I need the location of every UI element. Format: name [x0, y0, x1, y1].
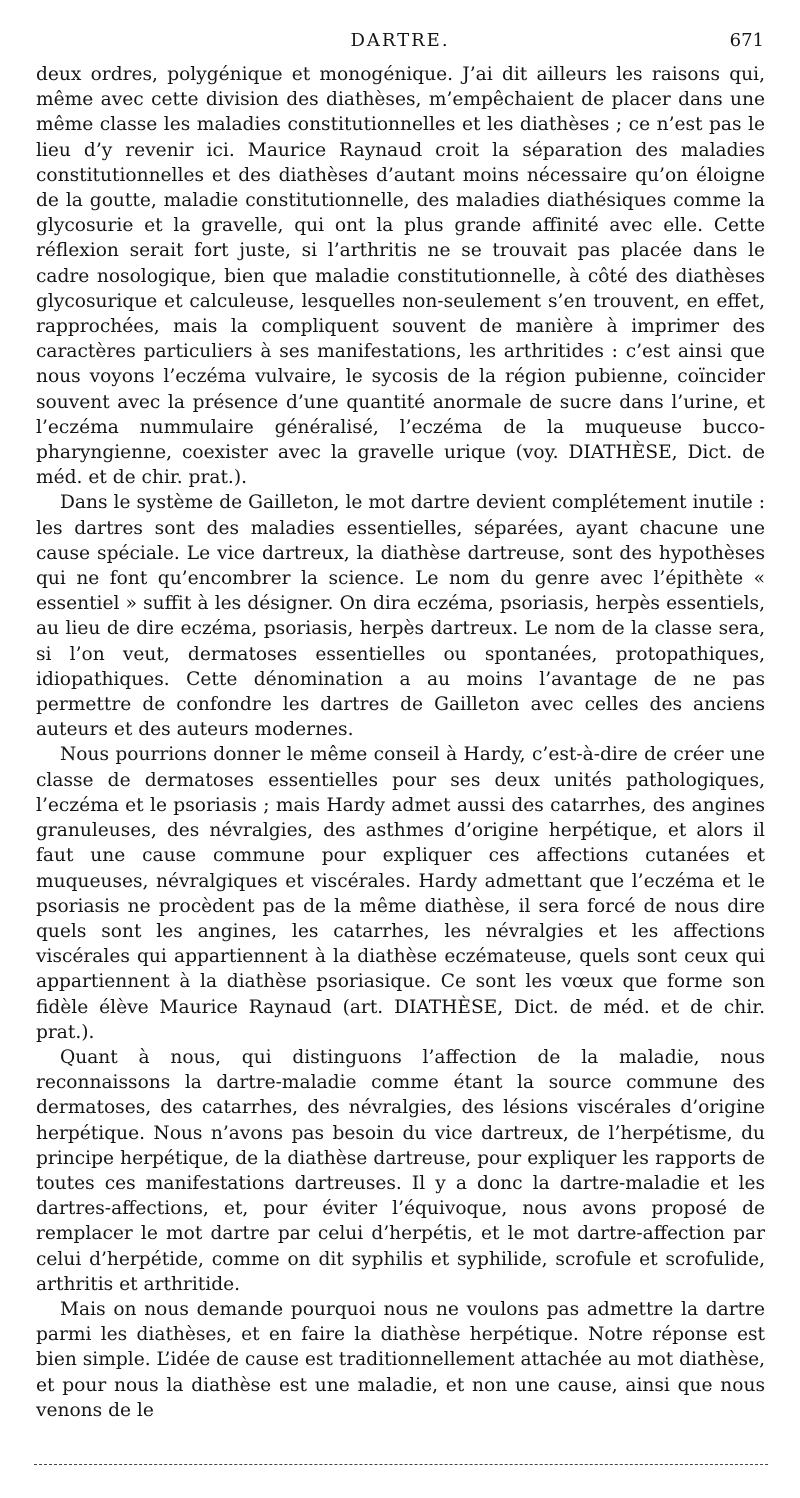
paragraph: Mais on nous demande pourquoi nous ne voulons pas admettre la dartre parmi les diathèses, et en faire la diathèse herpétique. Notre réponse est bien simple. L’idée de cause est traditionnellement attachée au mot diathèse, et pour nous la diathèse est une maladie, et non une cause, ainsi que nous venons de le [36, 1298, 765, 1421]
footer-rule [34, 1464, 768, 1465]
paragraph: Dans le système de Gailleton, le mot dartre devient complétement inutile : les dartres sont des maladies essentielles, séparées, ayant chacune une cause spéciale. Le vice dartreux, la diathèse dartreuse, sont des hypothèses qui ne font qu’encombrer la science. Le nom du genre avec l’épithète « essentiel » suffit à les désigner. On dira eczéma, psoriasis, herpès essentiels, au lieu de dire eczéma, psoriasis, herpès dartreux. Le nom de la classe sera, si l’on veut, dermatoses essentielles ou spontanées, protopathiques, idiopathiques. Cette dénomination a au moins l’avantage de ne pas permettre de confondre les dartres de Gailleton avec celles des anciens auteurs et des auteurs modernes. [36, 492, 765, 741]
body-text [36, 62, 765, 1423]
running-head: DARTRE. [350, 30, 450, 51]
paragraph: Nous pourrions donner le même conseil à Hardy, c’est-à-dire de créer une classe de dermatoses essentielles pour ses deux unités pathologiques, l’eczéma et le psoriasis ; mais Hardy admet aussi des catarrhes, des angines granuleuses, des névralgies, des asthmes d’origine herpétique, et alors il faut une cause commune pour expliquer ces affections cutanées et muqueuses, névralgiques et viscérales. Hardy admettant que l’eczéma et le psoriasis ne procèdent pas de la même diathèse, il sera forcé de nous dire quels sont les angines, les catarrhes, les névralgies et les affections viscérales qui appartiennent à la diathèse eczémateuse, quels sont ceux qui appartiennent à la diathèse psoriasique. Ce sont les vœux que forme son fidèle élève Maurice Raynaud (art. DIATHÈSE, Dict. de méd. et de chir. prat.). [36, 744, 765, 1043]
page-header [36, 30, 764, 56]
paragraph: deux ordres, polygénique et monogénique. J’ai dit ailleurs les raisons qui, même avec cette division des diathèses, m’empêchaient de placer dans une même classe les maladies constitutionnelles et les diathèses ; ce n’est pas le lieu d’y revenir ici. Maurice Raynaud croit la séparation des maladies constitutionnelles et des diathèses d’autant moins nécessaire qu’on éloigne de la goutte, maladie constitutionnelle, des maladies diathésiques comme la glycosurie et la gravelle, qui ont la plus grande affinité avec elle. Cette réflexion serait fort juste, si l’arthritis ne se trouvait pas placée dans le cadre nosologique, bien que maladie constitutionnelle, à côté des diathèses glycosurique et calculeuse, lesquelles non-seulement s’en trouvent, en effet, rapprochées, mais la compliquent souvent de manière à imprimer des caractères particuliers à ses manifestations, les arthritides : c’est ainsi que nous voyons l’eczéma vulvaire, le sycosis de la région pubienne, coïncider souvent avec la présence d’une quantité anormale de sucre dans l’urine, et l’eczéma nummulaire généralisé, l’eczéma de la muqueuse bucco-pharyngienne, coexister avec la gravelle urique (voy. DIATHÈSE, Dict. de méd. et de chir. prat.). [36, 64, 765, 489]
paragraph: Quant à nous, qui distinguons l’affection de la maladie, nous reconnaissons la dartre-maladie comme étant la source commune des dermatoses, des catarrhes, des névralgies, des lésions viscérales d’origine herpétique. Nous n’avons pas besoin du vice dartreux, de l’herpétisme, du principe herpétique, de la diathèse dartreuse, pour expliquer les rapports de toutes ces manifestations dartreuses. Il y a donc la dartre-maladie et les dartres-affections, et, pour éviter l’équivoque, nous avons proposé de remplacer le mot dartre par celui d’herpétis, et le mot dartre-affection par celui d’herpétide, comme on dit syphilis et syphilide, scrofule et scrofulide, arthritis et arthritide. [36, 1046, 765, 1295]
page-number: 671 [729, 30, 764, 51]
